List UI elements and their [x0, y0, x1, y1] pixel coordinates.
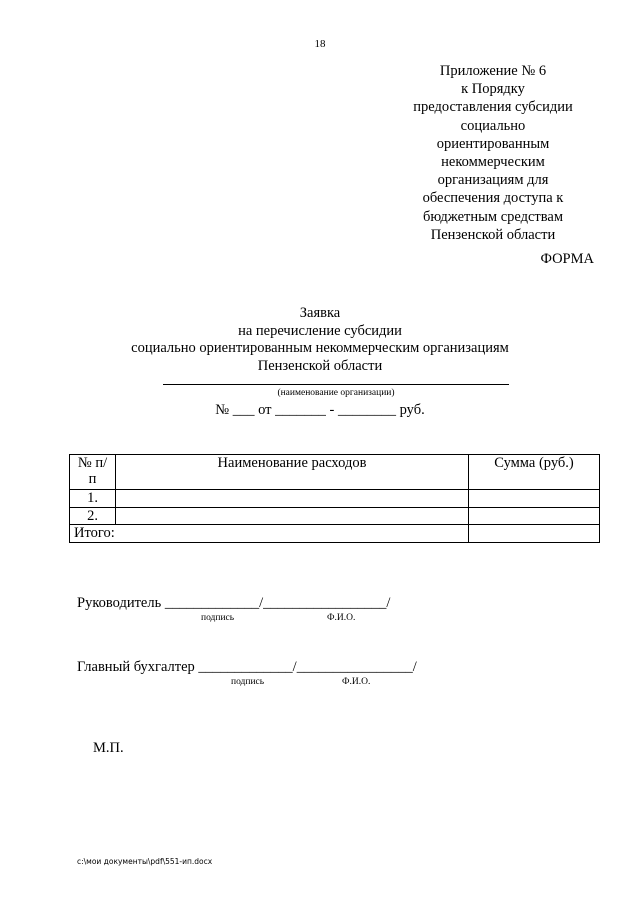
- heading-line: на перечисление субсидии: [238, 322, 402, 339]
- form-label: ФОРМА: [540, 251, 594, 267]
- appendix-line: бюджетным средствам: [422, 208, 564, 225]
- footer-file-path: c:\мои документы\pdf\551-ип.docx: [77, 857, 213, 866]
- table-row: [70, 490, 600, 508]
- accountant-signature-line: Главный бухгалтер _____________/________________/: [77, 659, 417, 675]
- row-number: 1.: [70, 490, 116, 508]
- row-sum: [469, 507, 600, 525]
- director-signature-line: Руководитель _____________/_________________/: [77, 595, 391, 611]
- accountant-sign-hint: подпись: [231, 677, 265, 687]
- heading-line: социально ориентированным некоммерческим организациям: [131, 340, 509, 356]
- header-expense-name: Наименование расходов: [116, 455, 469, 490]
- appendix-line: предоставления субсидии: [413, 99, 573, 116]
- total-label: Итого:: [70, 525, 469, 543]
- appendix-line: организациям для: [437, 172, 549, 189]
- appendix-line: некоммерческим: [441, 154, 545, 171]
- row-number: 2.: [70, 507, 116, 525]
- total-sum: [469, 525, 600, 543]
- row-sum: [469, 490, 600, 508]
- stamp-place: М.П.: [93, 740, 124, 756]
- organization-name-line: [163, 384, 509, 385]
- table-header-row: [70, 455, 600, 490]
- organization-name-hint: (наименование организации): [277, 388, 395, 398]
- appendix-line: обеспечения доступа к: [422, 190, 564, 207]
- director-sign-hint: подпись: [201, 613, 235, 623]
- accountant-name-hint: Ф.И.О.: [342, 677, 371, 687]
- appendix-block: [398, 62, 588, 244]
- director-name-hint: Ф.И.О.: [327, 613, 356, 623]
- appendix-line: к Порядку: [461, 81, 525, 98]
- appendix-line: социально: [460, 117, 526, 134]
- header-sum: Сумма (руб.): [469, 455, 600, 490]
- appendix-line: ориентированным: [436, 135, 550, 152]
- appendix-line: Приложение № 6: [439, 63, 547, 79]
- row-expense-name: [116, 507, 469, 525]
- appendix-line: Пензенской области: [430, 226, 556, 243]
- table-row: [70, 507, 600, 525]
- heading-line: Заявка: [299, 305, 341, 321]
- request-number-line: № ___ от _______ - ________ руб.: [215, 402, 425, 418]
- table-total-row: [70, 525, 600, 543]
- heading-line: Пензенской области: [257, 357, 383, 374]
- page-number: 18: [314, 38, 326, 50]
- expenses-table: [69, 454, 600, 543]
- document-heading: [0, 305, 640, 375]
- header-number: № п/п: [70, 455, 116, 490]
- row-expense-name: [116, 490, 469, 508]
